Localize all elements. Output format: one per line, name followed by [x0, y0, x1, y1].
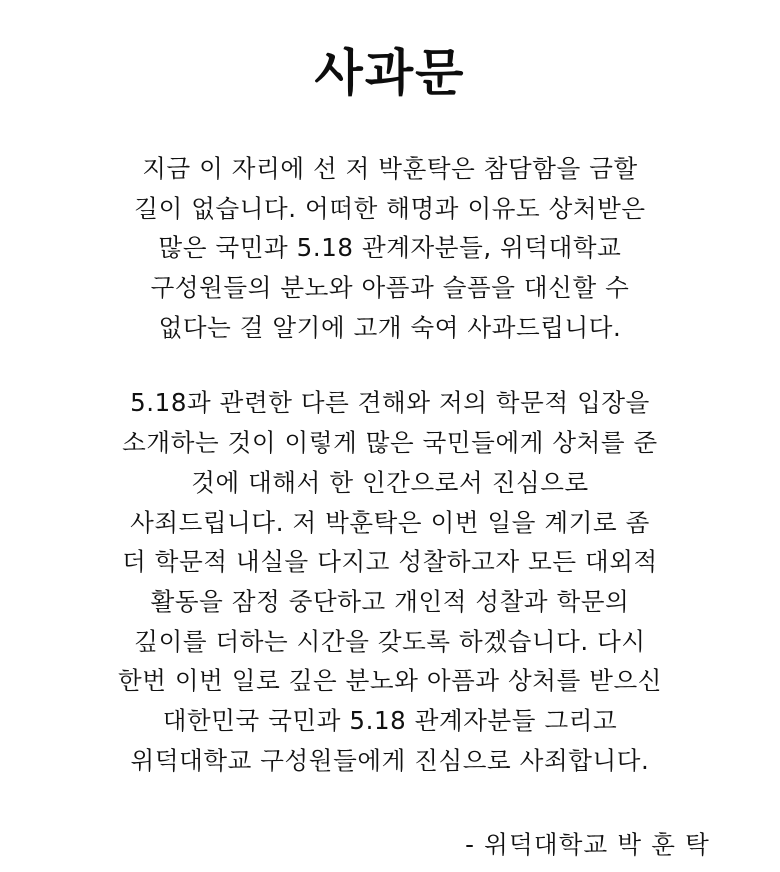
paragraph-line: 것에 대해서 한 인간으로서 진심으로 — [191, 467, 589, 497]
paragraph-line: 길이 없습니다. 어떠한 해명과 이유도 상처받은 — [134, 193, 646, 223]
paragraph-line: 사죄드립니다. 저 박훈탁은 이번 일을 계기로 좀 — [130, 507, 650, 537]
paragraph-line: 활동을 잠정 중단하고 개인적 성찰과 학문의 — [150, 586, 630, 616]
paragraph-1 — [54, 149, 726, 347]
paragraph-line: 더 학문적 내실을 다지고 성찰하고자 모든 대외적 — [122, 547, 658, 577]
document-body — [54, 149, 726, 780]
signature-line: - 위덕대학교 박 훈 탁 — [465, 830, 710, 860]
paragraph-line: 한번 이번 일로 깊은 분노와 아픔과 상처를 받으신 — [117, 666, 663, 696]
page-title: 사과문 — [314, 44, 466, 102]
paragraph-line: 위덕대학교 구성원들에게 진심으로 사죄합니다. — [130, 745, 650, 775]
paragraph-line: 없다는 걸 알기에 고개 숙여 사과드립니다. — [158, 312, 622, 342]
paragraph-line: 소개하는 것이 이렇게 많은 국민들에게 상처를 준 — [122, 428, 658, 458]
paragraph-line: 구성원들의 분노와 아픔과 슬픔을 대신할 수 — [150, 273, 630, 303]
paragraph-line: 대한민국 국민과 5.18 관계자분들 그리고 — [162, 705, 618, 735]
paragraph-line: 지금 이 자리에 선 저 박훈탁은 참담함을 금할 — [142, 154, 638, 183]
paragraph-line: 5.18과 관련한 다른 견해와 저의 학문적 입장을 — [130, 388, 650, 418]
paragraph-line: 많은 국민과 5.18 관계자분들, 위덕대학교 — [158, 233, 622, 263]
paragraph-2 — [54, 383, 726, 780]
paragraph-line: 깊이를 더하는 시간을 갖도록 하겠습니다. 다시 — [134, 626, 646, 656]
